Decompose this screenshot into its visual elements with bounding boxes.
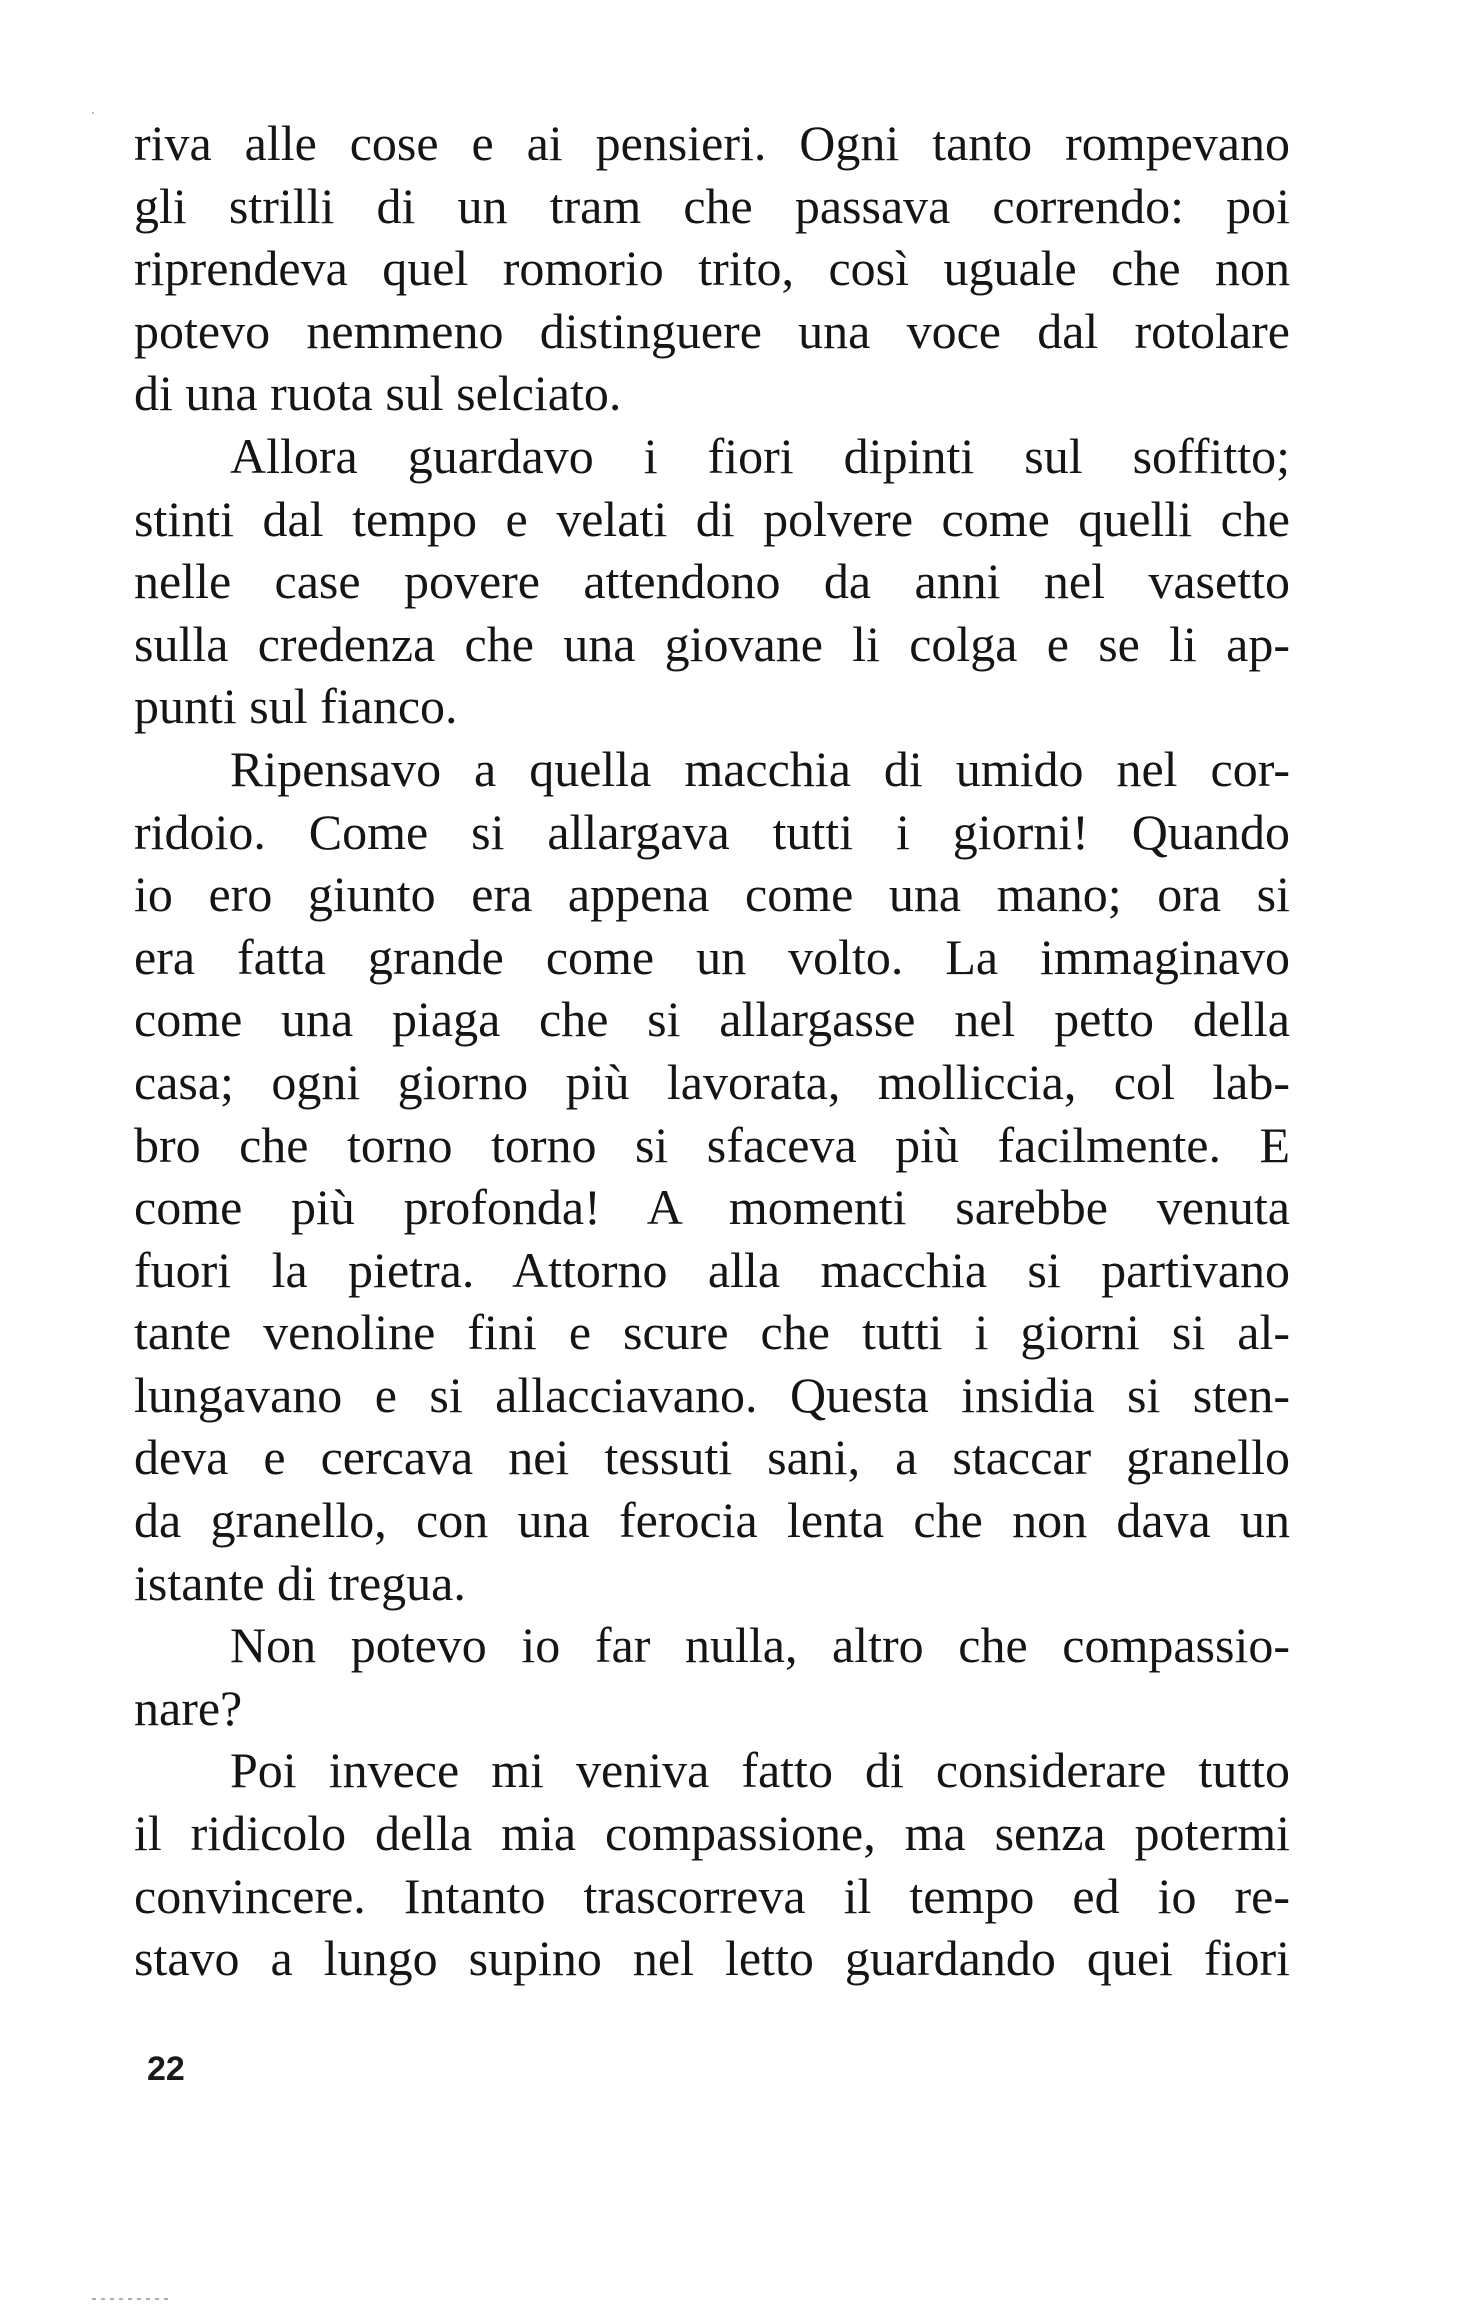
paragraph-first-line: Non potevo io far nulla, altro che compassio- [230, 1617, 1290, 1674]
paragraph-first-line: Poi invece mi veniva fatto di considerare tutto [230, 1742, 1290, 1799]
text-line: potevo nemmeno distinguere una voce dal rotolare [134, 302, 1290, 359]
text-line: deva e cercava nei tessuti sani, a staccar granello [134, 1429, 1290, 1486]
text-line: nelle case povere attendono da anni nel vasetto [134, 553, 1290, 610]
text-line: come più profonda! A momenti sarebbe venuta [134, 1179, 1290, 1236]
text-line: ridoio. Come si allargava tutti i giorni! Quando [134, 803, 1290, 860]
text-line: punti sul fianco. [134, 678, 458, 735]
text-line: riva alle cose e ai pensieri. Ogni tanto rompevano [134, 115, 1290, 171]
text-line: istante di tregua. [134, 1554, 466, 1611]
paragraph-first-line: Ripensavo a quella macchia di umido nel cor- [230, 740, 1290, 797]
text-line: gli strilli di un tram che passava correndo: poi [134, 177, 1290, 234]
text-line: stavo a lungo supino nel letto guardando quei fiori [134, 1930, 1290, 1987]
page-body-text [134, 112, 1290, 1990]
text-line: lungavano e si allacciavano. Questa insidia si sten- [134, 1366, 1290, 1423]
text-line: riprendeva quel romorio trito, così uguale che non [134, 240, 1290, 297]
text-line: stinti dal tempo e velati di polvere come quelli che [134, 490, 1290, 547]
text-line: nare? [134, 1679, 243, 1736]
page-number: 22 [147, 2050, 185, 2088]
text-line: di una ruota sul selciato. [134, 365, 622, 422]
scan-artifact [92, 2298, 172, 2300]
text-line: il ridicolo della mia compassione, ma senza potermi [134, 1805, 1290, 1862]
text-line: sulla credenza che una giovane li colga e se li ap- [134, 615, 1290, 672]
paragraph-first-line: Allora guardavo i fiori dipinti sul soffitto; [230, 427, 1290, 484]
scan-speck [92, 112, 94, 114]
text-line: era fatta grande come un volto. La immaginavo [134, 928, 1290, 985]
text-line: fuori la pietra. Attorno alla macchia si partivano [134, 1241, 1290, 1298]
text-line: tante venoline fini e scure che tutti i giorni si al- [134, 1304, 1290, 1361]
text-line: io ero giunto era appena come una mano; ora si [134, 866, 1290, 923]
text-line: convincere. Intanto trascorreva il tempo ed io re- [134, 1867, 1290, 1924]
text-line: casa; ogni giorno più lavorata, molliccia, col lab- [134, 1053, 1290, 1110]
text-line: da granello, con una ferocia lenta che non dava un [134, 1492, 1290, 1549]
text-line: come una piaga che si allargasse nel petto della [134, 991, 1290, 1048]
text-line: bro che torno torno si sfaceva più facilmente. E [134, 1116, 1290, 1173]
